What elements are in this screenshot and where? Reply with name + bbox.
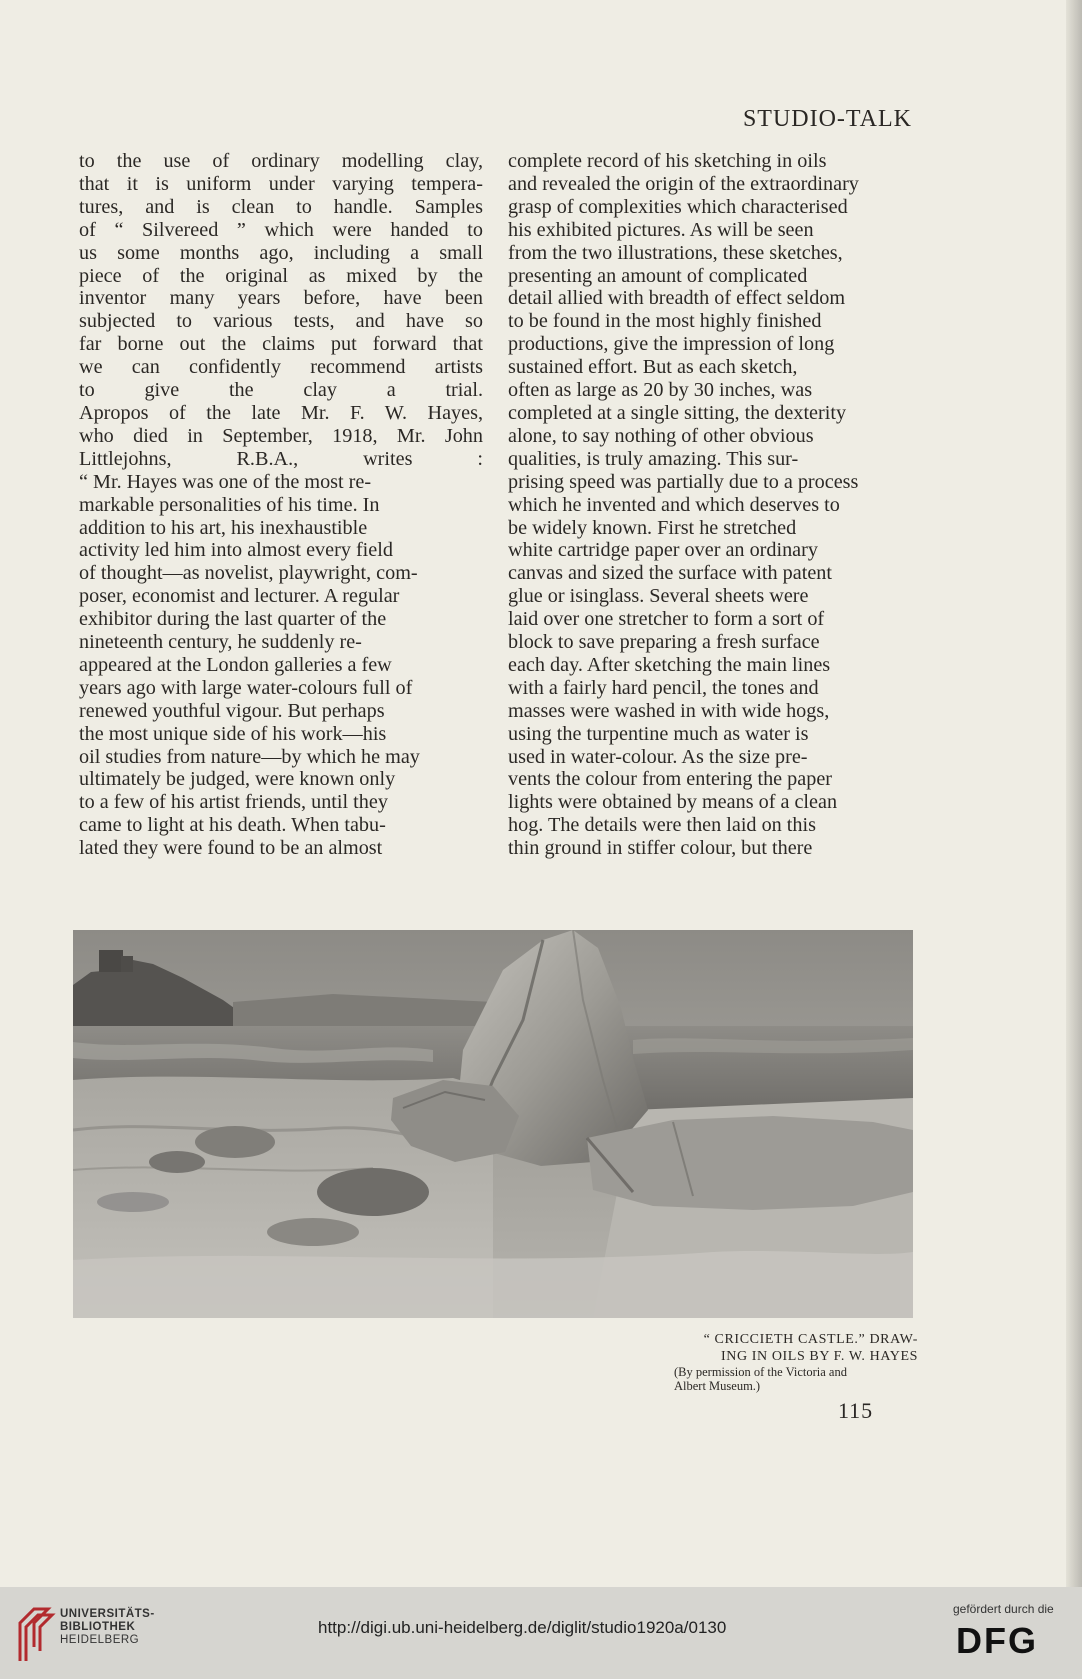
paragraph-quotation: “ Mr. Hayes was one of the most re- markable personalities of his time. In addition to his art, his inexhaustible activity led him into almost every field of thought—as novelist, playwright, com- poser, economist and lecturer. A regular exhibitor during the last quarter of the nineteenth century, he suddenly re- appeared at the London galleries a few years ago with large water-colours full of renewed youthful vigour. But perhaps the most unique side of his work—his oil studies from nature—by which he may ultimately be judged, were known only to a few of his artist friends, until they came to light at his death. When tabu- lated they were found to be an almost (79, 470, 420, 860)
page-edge-shadow (1066, 0, 1082, 1587)
library-line-1: UNIVERSITÄTS- (60, 1608, 155, 1620)
library-line-2: BIBLIOTHEK (60, 1621, 136, 1633)
caption-credit: (By permission of the Victoria and Albert Museum.) (674, 1365, 847, 1393)
caption-title: “ CRICCIETH CASTLE.” DRAW- ING IN OILS BY F. W. HAYES (703, 1332, 918, 1364)
university-library-logo-icon (14, 1601, 58, 1665)
paragraph-continuation: complete record of his sketching in oils and revealed the origin of the extraordinary grasp of complexities which characterised his exhibited pictures. As will be seen from the two illustrations, these sketches, presenting an amount of complicated detail allied with breadth of effect seldom to be found in the most highly finished productions, give the impression of long sustained effort. But as each sketch, often as large as 20 by 30 inches, was completed at a single sitting, the dexterity alone, to say nothing of other obvious qualities, is truly amazing. This sur- prising speed was partially due to a process which he invented and which deserves to be widely known. First he stretched white cartridge paper over an ordinary canvas and sized the surface with patent glue or isinglass. Several sheets were laid over one stretcher to form a sort of block to save preparing a fresh surface each day. After sketching the main lines with a fairly hard pencil, the tones and masses were washed in with wide hogs, using the turpentine much as water is used in water-colour. As the size pre- vents the colour from entering the paper lights were obtained by means of a clean hog. The details were then laid on this thin ground in stiffer colour, but there (508, 150, 859, 860)
page-number: 115 (838, 1398, 874, 1423)
running-head: STUDIO-TALK (742, 106, 912, 132)
seascape-drawing (73, 930, 913, 1318)
library-line-3: HEIDELBERG (60, 1634, 140, 1646)
text-column-right (508, 150, 912, 860)
funding-note: gefördert durch die (953, 1602, 1054, 1616)
dfg-logo: DFG (956, 1620, 1038, 1661)
university-library-name (60, 1608, 155, 1647)
paragraph-silvereed: to the use of ordinary modelling clay, that it is uniform under varying tempera- tures, and is clean to handle. Samples of “ Silvereed ” which were handed to us some months ago, including a small piece of the original as mixed by the inventor many years before, have been subjected to various tests, and have so far borne out the claims put forward that we can confidently recommend artists to give the clay a trial. (79, 150, 483, 402)
text-column-left (79, 150, 483, 860)
paragraph-apropos: Apropos of the late Mr. F. W. Hayes, who died in September, 1918, Mr. John Littlejohns, R.B.A., writes : (79, 401, 483, 470)
figure-caption (640, 1331, 918, 1393)
permalink-url[interactable]: http://digi.ub.uni-heidelberg.de/diglit/studio1920a/0130 (318, 1618, 727, 1637)
criccieth-castle-illustration (73, 930, 913, 1318)
